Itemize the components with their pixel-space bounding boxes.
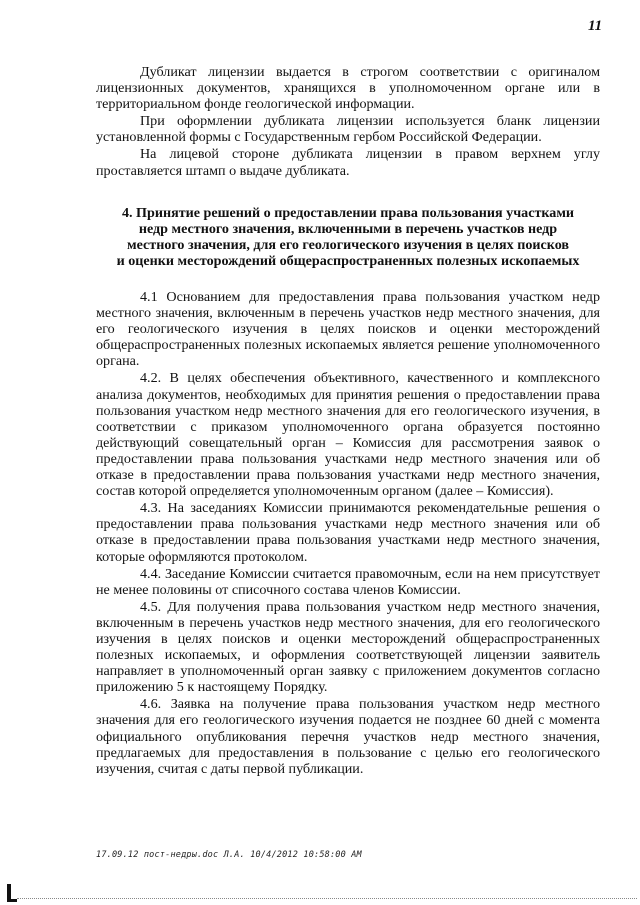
paragraph-duplicate-stamp: На лицевой стороне дубликата лицензии в правом верхнем углу проставляется штамп о выдаче дубликата. [96, 146, 600, 179]
section-heading-line: 4. Принятие решений о предоставлении права пользования участками [121, 205, 575, 221]
file-footer: 17.09.12 пост-недры.doc Л.А. 10/4/2012 10:58:00 AM [96, 850, 362, 860]
paragraph-4-1: 4.1 Основанием для предоставления права пользования участком недр местного значения, включенным в перечень участков недр местного значения, для его геологического изучения в целях поисков и оценки месторождений общераспространенных полезных ископаемых является решение уполномоченного органа. [96, 289, 600, 370]
paragraph-duplicate-form: При оформлении дубликата лицензии используется бланк лицензии установленной формы с Государственным гербом Российской Федерации. [96, 113, 600, 146]
section-heading-line: и оценки месторождений общераспространенных полезных ископаемых [116, 253, 580, 270]
scan-bottom-rule [17, 898, 637, 899]
page-number: 11 [588, 18, 603, 34]
paragraph-duplicate-compliance: Дубликат лицензии выдается в строгом соответствии с оригиналом лицензионных документов, хранящихся в уполномоченном органе или в территориальном фонде геологической информации. [96, 64, 600, 113]
intro-text [96, 64, 600, 179]
paragraph-4-2: 4.2. В целях обеспечения объективного, качественного и комплексного анализа документов, необходимых для принятия решения о предоставлении права пользования участком недр местного значения для его геологического изучения, в соответствии с приказом уполномоченного органа образуется постоянно действующий совещательный орган – Комиссия для рассмотрения заявок о предоставлении права пользования участками недр местного значения или об отказе в предоставлении права пользования участками недр местного значения, состав которой определяется уполномоченным органом (далее – Комиссия). [96, 370, 600, 500]
paragraph-4-5: 4.5. Для получения права пользования участком недр местного значения, включенным в перечень участков недр местного значения, для его геологического изучения в целях поисков и оценки месторождений общераспространенных полезных ископаемых, и оформления соответствующей лицензии заявитель направляет в уполномоченный орган заявку с приложением документов согласно приложению 5 к настоящему Порядку. [96, 598, 600, 696]
scan-corner-mark-foot [7, 899, 17, 902]
section-heading-line: местного значения, для его геологического изучения в целях поисков [127, 237, 569, 254]
paragraph-4-4: 4.4. Заседание Комиссии считается правомочным, если на нем присутствует не менее половины от списочного состава членов Комиссии. [96, 565, 600, 598]
paragraph-4-6: 4.6. Заявка на получение права пользования участком недр местного значения для его геологического изучения подается не позднее 60 дней с момента официального опубликования перечня участков недр местного значения, предлагаемых для предоставления в пользование с целью его геологического изучения, считая с даты первой публикации. [96, 696, 600, 777]
paragraph-4-3: 4.3. На заседаниях Комиссии принимаются рекомендательные решения о предоставлении права пользования участками недр местного значения или об отказе в предоставлении права пользования участками недр местного значения, которые оформляются протоколом. [96, 500, 600, 565]
section-text [96, 289, 600, 777]
section-heading [96, 205, 600, 269]
section-heading-line: недр местного значения, включенными в перечень участков недр [138, 221, 558, 238]
